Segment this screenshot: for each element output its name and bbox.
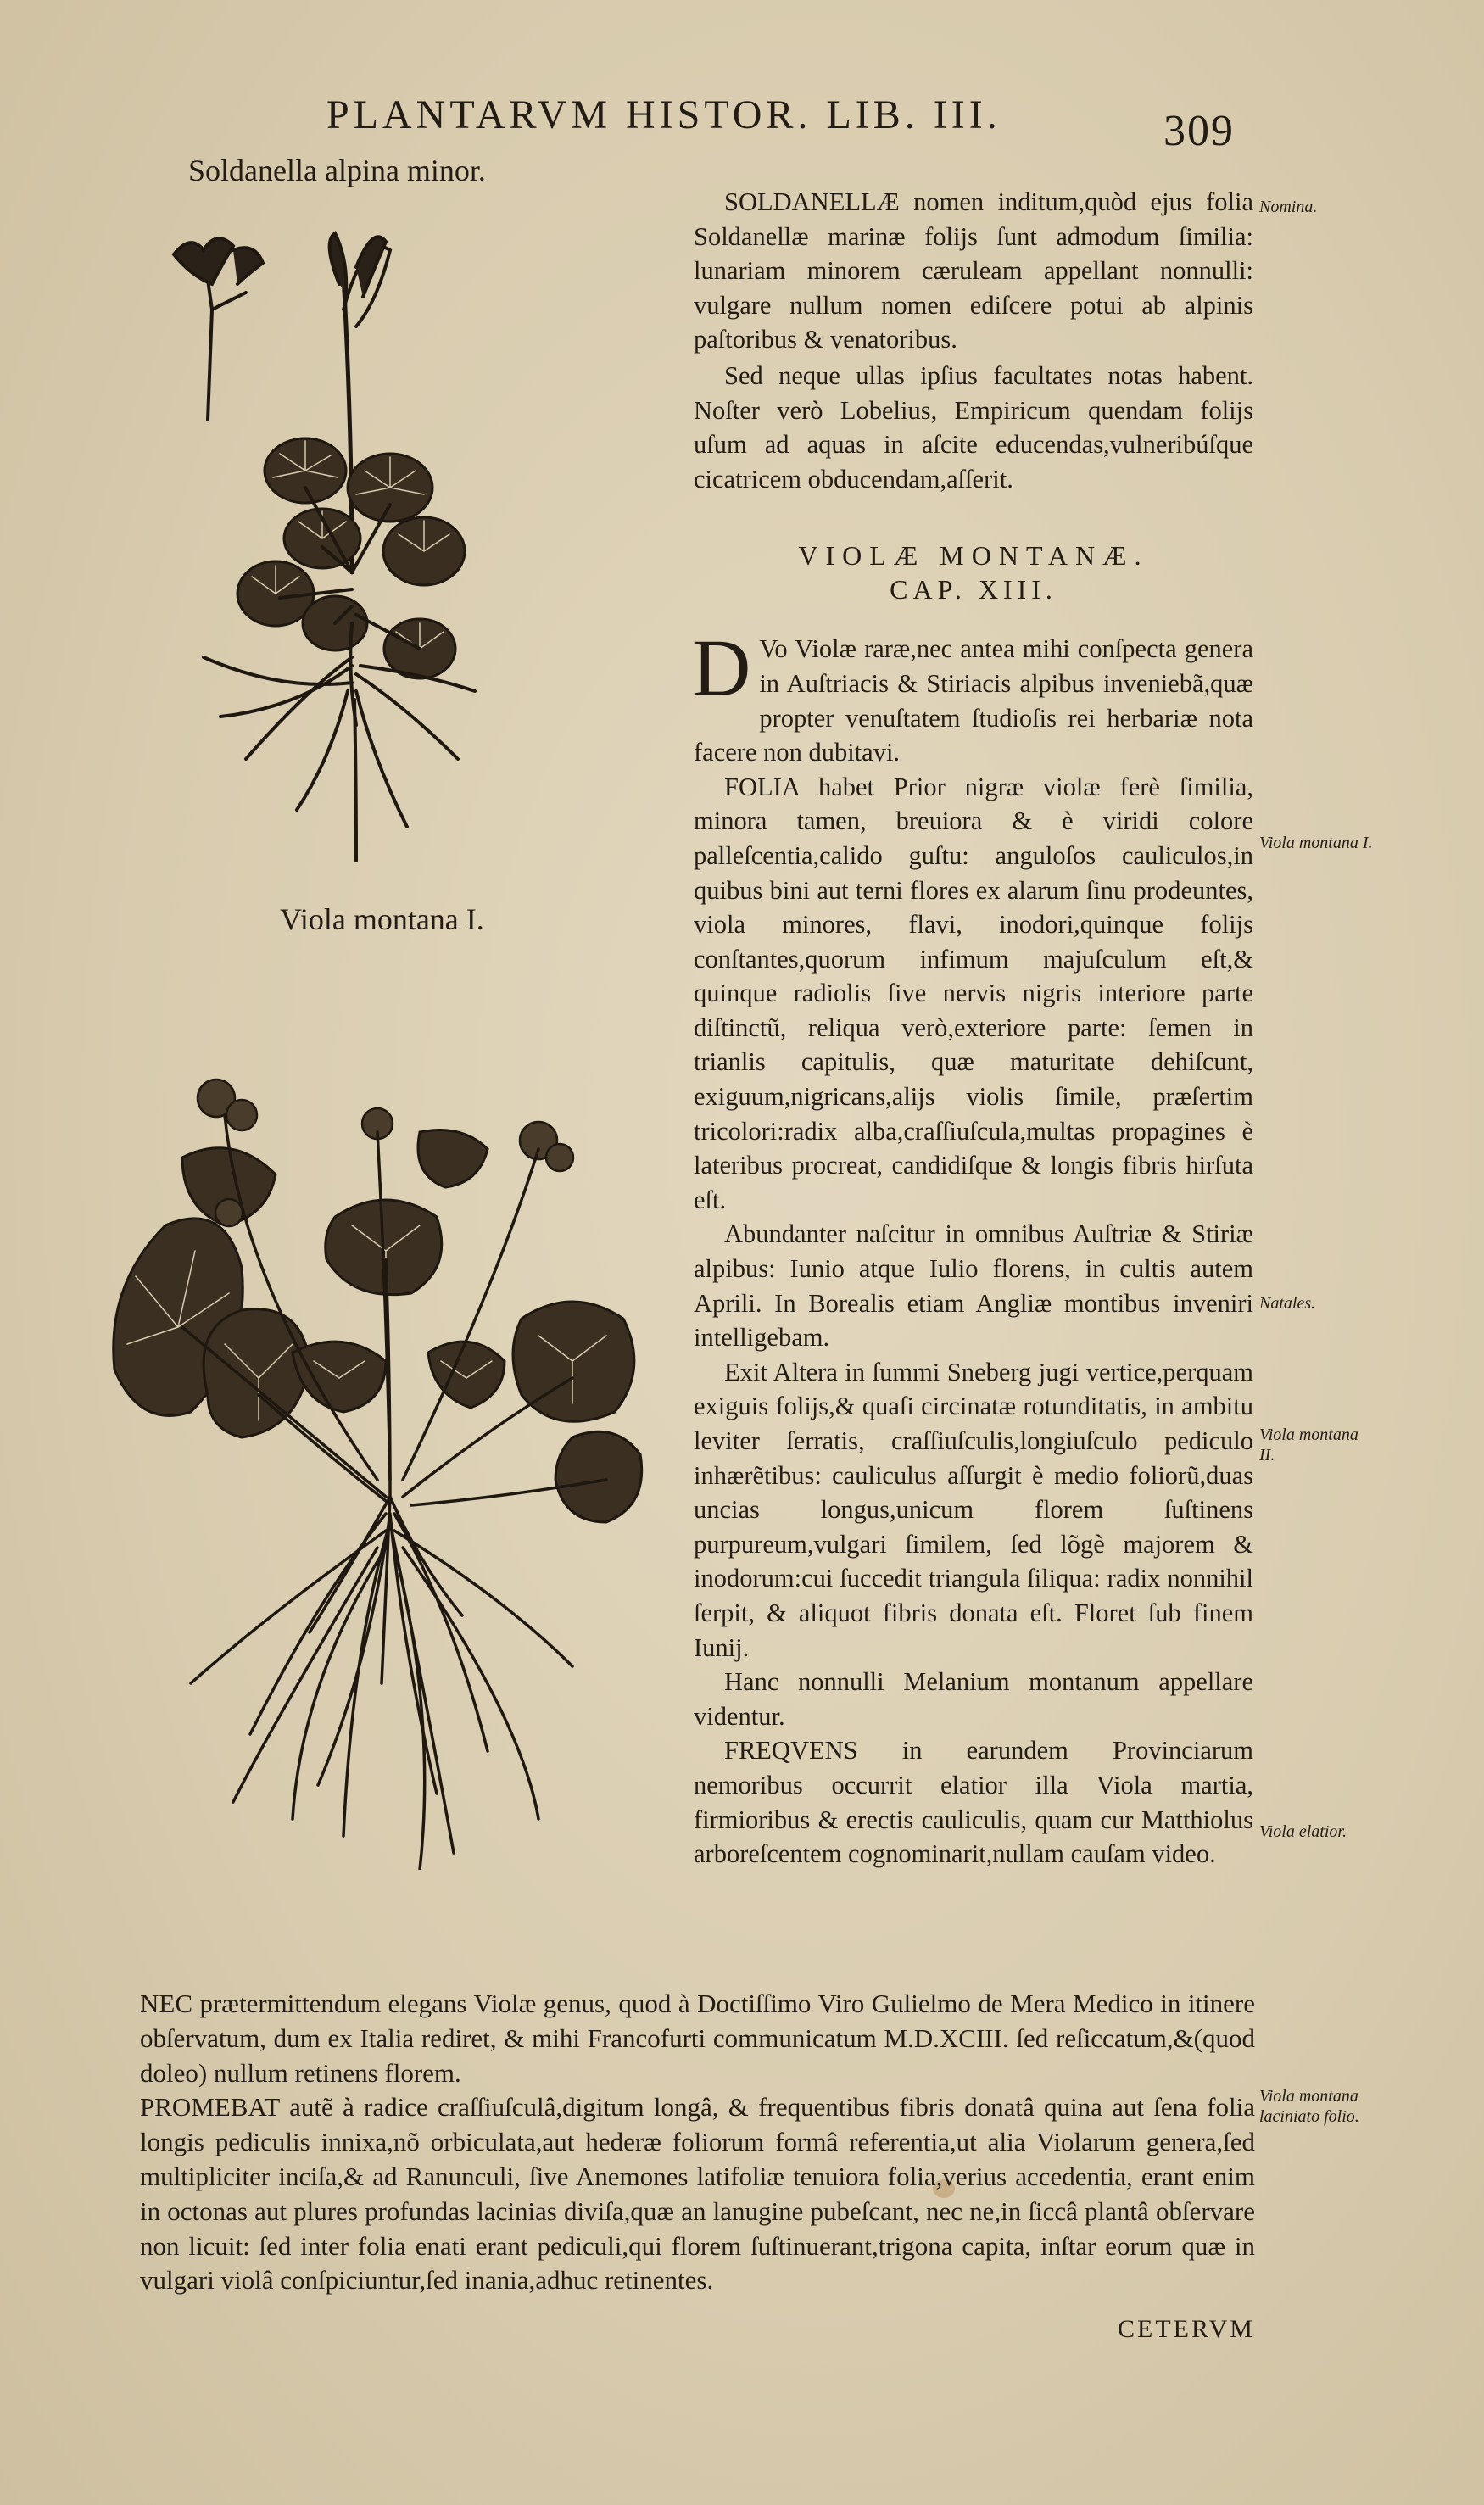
paragraph-intro bbox=[692, 622, 1253, 769]
margin-note-viola-montana-2: Viola montana II. bbox=[1259, 1425, 1358, 1465]
paragraph-nomina: SOLDANELLÆ nomen inditum,quòd ejus folia Soldanellæ marinæ folijs ſunt admodum ſimilia: lunariam minorem cæruleam appellant nonnulli: vulgare nullum nomen ediſcere potui ab alpinis paſtoribus & venatoribus. bbox=[694, 187, 1253, 354]
viola-montana-woodcut bbox=[98, 1073, 691, 1870]
full-width-text bbox=[140, 1987, 1255, 2298]
figure-caption-viola: Viola montana I. bbox=[280, 902, 484, 936]
paragraph-promebat: PROMEBAT autẽ à radice craſſiuſculâ,digitum longâ, & frequentibus fibris donatâ quina aut ſena folia longis pediculis innixa,nõ orbiculata,aut hederæ foliorum formâ referentia,ut alia Violarum genera,ſed multipliciter inciſa,& ad Ranunculi, ſive Anemones latifoliæ tenuiora folia,verius accedentia, erant enim in octonas aut plures profundas lacinias diviſa,quæ an lanugine pubeſcant, nec ne,in ſiccâ plantâ obſervare non licuit: ſed inter folia enati erant pediculi,qui florem ſuſtinuerant,trigona capita, inſtar eorum quæ in vulgari violâ conſpiciuntur,ſed inania,adhuc retinentes. bbox=[140, 2092, 1255, 2296]
paragraph-natales: Abundanter naſcitur in omnibus Auſtriæ & Stiriæ alpibus: Iunio atque Iulio florens, in cultis autem Aprili. In Borealis etiam Angliæ montibus inveniri intelligebam. bbox=[694, 1219, 1253, 1353]
figure-caption-soldanella: Soldanella alpina minor. bbox=[188, 153, 486, 187]
chapter-heading bbox=[694, 538, 1253, 606]
paragraph-frequens: FREQVENS in earundem Provinciarum nemoribus occurrit elatior illa Viola martia, firmioribus & erectis cauliculis, quam cur Matthiolus arboreſcentem cognominarit,nullam cauſam video. bbox=[694, 1736, 1253, 1869]
catchword: CETERVM bbox=[1118, 2315, 1255, 2343]
chapter-title: VIOLÆ MONTANÆ. bbox=[798, 540, 1149, 572]
margin-note-natales: Natales. bbox=[1259, 1294, 1316, 1313]
running-title: PLANTARVM HISTOR. LIB. III. bbox=[326, 92, 1001, 137]
paragraph-intro-text: Vo Violæ raræ,nec antea mihi conſpecta genera in Auſtriacis & Stiriacis alpibus inveniebã,quæ propter venuſtatem ſtudioſis rei herbariæ nota facere non dubitavi. bbox=[694, 634, 1253, 767]
paragraph-facultates: Sed neque ullas ipſius facultates notas habent. Noſter verò Lobelius, Empiricum quendam folijs uſum ad aquas in aſcite educendas,vulneribúſque cicatricem obducendam,aſſerit. bbox=[694, 360, 1253, 494]
page-number: 309 bbox=[1163, 107, 1235, 155]
margin-note-viola-laciniato: Viola montana laciniato folio. bbox=[1259, 2087, 1359, 2126]
drop-capital: D bbox=[692, 622, 751, 714]
paragraph-altera: Exit Altera in ſummi Sneberg jugi vertice,perquam exiguis folijs,& quaſi circinatæ rotunditatis, in ambitu leviter ſerratis, craſſiuſculis,longiuſculo pediculo inhærẽtibus: cauliculus aſſurgit è medio foliorũ,duas uncias longus,unicum florem ſuſtinens purpureum,vulgari ſimilem, ſed lõgè majorem & inodorum:cui ſuccedit triangula ſiliqua: radix nonnihil ſerpit, & aliquot fibris donata eſt. Floret ſub finem Iunij. bbox=[694, 1357, 1253, 1662]
chapter-number: CAP. XIII. bbox=[890, 574, 1057, 605]
soldanella-woodcut bbox=[153, 216, 534, 878]
margin-note-nomina: Nomina. bbox=[1259, 198, 1318, 216]
paragraph-nec: NEC prætermittendum elegans Violæ genus, quod à Doctiſſimo Viro Gulielmo de Mera Medico in itinere obſervatum, dum ex Italia rediret, & mihi Francofurti communicatum M.D.XCIII. ſed reſiccatum,&(quod doleo) nullum retinens florem. bbox=[140, 1989, 1255, 2088]
main-text-column bbox=[694, 185, 1253, 1872]
margin-note-viola-montana-1: Viola montana I. bbox=[1259, 834, 1373, 852]
paragraph-folia: FOLIA habet Prior nigræ violæ ferè ſimilia, minora tamen, breuiora & è viridi colore palleſcentia,calido guſtu: anguloſos cauliculos,in quibus bini aut terni flores ex alarum ſinu prodeuntes, viola minores, flavi, inodori,quinque folijs conſtantes,quorum infimum majuſculum eſt,& quinque radiolis ſive nervis nigris interiore parte diſtinctũ, reliqua verò,exteriore parte: ſemen in trianlis capitulis, quæ maturitate dehiſcunt, exiguum,nigricans,alijs violis ſimile, præſertim tricolori:radix alba,craſſiuſcula,multas propagines è lateribus procreat, candidiſque & longis fibris hirſuta eſt. bbox=[694, 772, 1253, 1214]
margin-note-viola-elatior: Viola elatior. bbox=[1259, 1822, 1347, 1841]
paragraph-melanium: Hanc nonnulli Melanium montanum appellare videntur. bbox=[694, 1667, 1253, 1731]
